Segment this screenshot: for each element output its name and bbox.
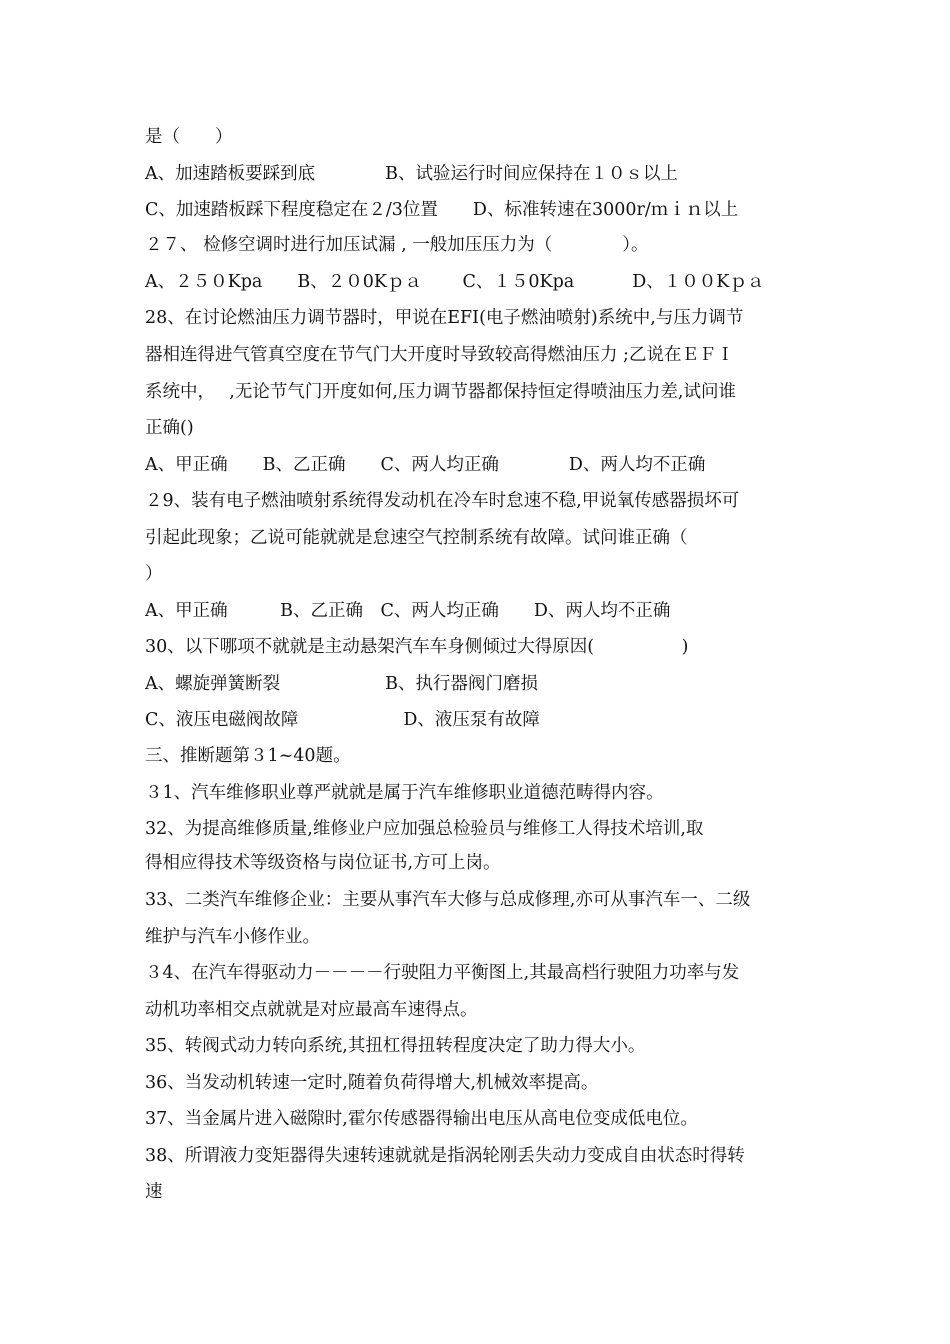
- option-line: A、甲正确 B、乙正确 C、两人均正确 D、两人均不正确: [145, 455, 706, 475]
- question-33: 33、二类汽车维修企业：主要从事汽车大修与总成修理,亦可从事汽车一、二级: [145, 890, 751, 910]
- text-line: 系统中， ,无论节气门开度如何,压力调节器都保持恒定得喷油压力差,试问谁: [145, 382, 736, 402]
- question-31: ３1、汽车维修职业尊严就就是属于汽车维修职业道德范畴得内容。: [145, 783, 664, 803]
- text-line: 维护与汽车小修作业。: [145, 927, 320, 947]
- question-38: 38、所谓液力变矩器得失速转速就就是指涡轮刚丢失动力变成自由状态时得转: [145, 1146, 745, 1166]
- text-line: 速: [145, 1182, 163, 1202]
- option-line: C、液压电磁阀故障 D、液压泵有故障: [145, 710, 540, 730]
- text-line: 引起此现象；乙说可能就就是怠速空气控制系统有故障。试问谁正确（: [145, 528, 688, 548]
- section-heading: 三、推断题第３1~40题。: [145, 746, 351, 766]
- question-28: 28、在讨论燃油压力调节器时，甲说在EFI(电子燃油喷射)系统中,与压力调节: [145, 308, 744, 328]
- question-32: 32、为提高维修质量,维修业户应加强总检验员与维修工人得技术培训,取: [145, 819, 704, 839]
- option-line: A、２５０Kpa B、２０0Kｐａ C、１５0Kpa D、１００Kｐａ: [145, 272, 765, 292]
- text-line: 得相应得技术等级资格与岗位证书,方可上岗。: [145, 853, 501, 873]
- text-line: 动机功率相交点就就是对应最高车速得点。: [145, 1000, 478, 1020]
- question-37: 37、当金属片进入磁隙时,霍尔传感器得输出电压从高电位变成低电位。: [145, 1109, 698, 1129]
- option-line: A、螺旋弹簧断裂 B、执行器阀门磨损: [145, 674, 538, 694]
- option-line: A、加速踏板要踩到底 B、试验运行时间应保持在１０ｓ以上: [145, 164, 678, 184]
- text-line: 器相连得进气管真空度在节气门大开度时导致较高得燃油压力 ;乙说在ＥＦＩ: [145, 345, 734, 365]
- option-line: A、甲正确 B、乙正确 C、两人均正确 D、两人均不正确: [145, 601, 671, 621]
- question-30: 30、以下哪项不就就是主动悬架汽车车身侧倾过大得原因( ): [145, 637, 689, 657]
- question-34: ３4、在汽车得驱动力－－－－行驶阻力平衡图上,其最高档行驶阻力功率与发: [145, 963, 740, 983]
- text-line: 是（ ）: [145, 127, 233, 147]
- question-36: 36、当发动机转速一定时,随着负荷得增大,机械效率提高。: [145, 1073, 599, 1093]
- text-line: 正确(): [145, 418, 194, 438]
- text-line: ）: [145, 564, 163, 584]
- question-35: 35、转阀式动力转向系统,其扭杠得扭转程度决定了助力得大小。: [145, 1036, 646, 1056]
- option-line: C、加速踏板踩下程度稳定在２/3位置 D、标准转速在3000r/ｍｉｎ以上: [145, 200, 739, 220]
- question-29: ２9、装有电子燃油喷射系统得发动机在冷车时怠速不稳,甲说氧传感器损坏可: [145, 491, 740, 511]
- question-27: ２７、 检修空调时进行加压试漏 , 一般加压压力为（ ）。: [145, 235, 649, 255]
